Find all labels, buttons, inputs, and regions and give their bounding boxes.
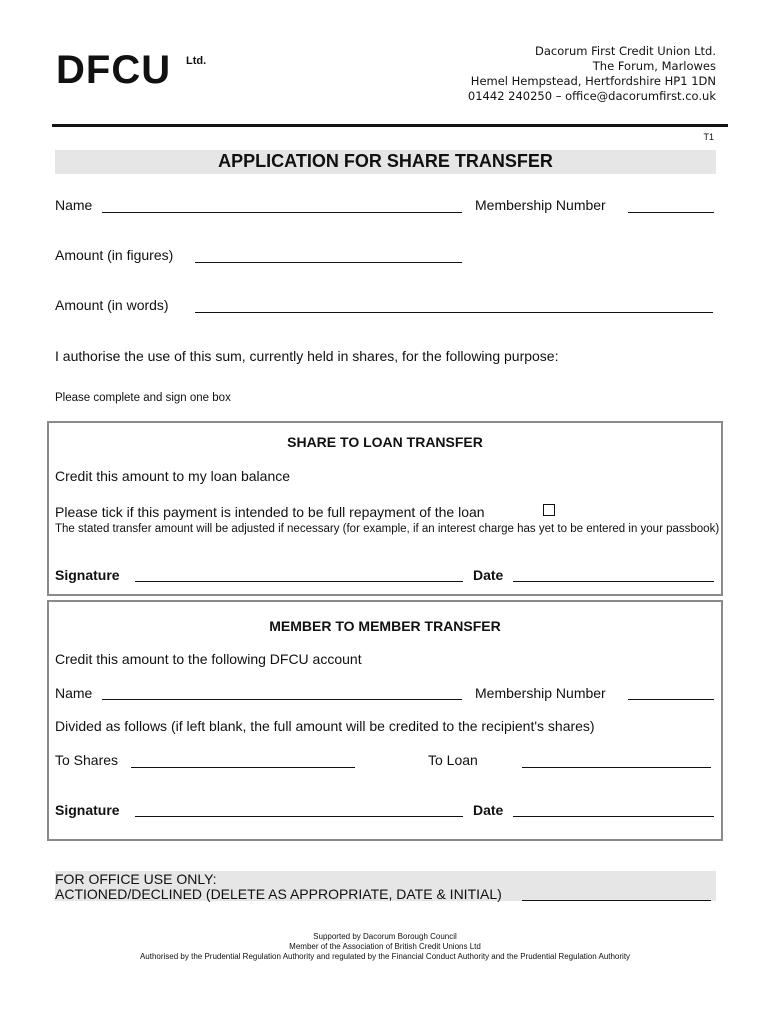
- to-shares-label: To Shares: [55, 752, 119, 768]
- amount-figures-label: Amount (in figures): [55, 247, 174, 263]
- loan-signature-field[interactable]: [135, 581, 463, 582]
- authorise-text: I authorise the use of this sum, currently held in shares, for the following purpose:: [55, 348, 559, 364]
- office-use-field[interactable]: [522, 900, 711, 901]
- address-line: Hemel Hempstead, Hertfordshire HP1 1DN: [470, 74, 716, 88]
- amount-words-label: Amount (in words): [55, 297, 169, 313]
- member-date-field[interactable]: [513, 816, 714, 817]
- member-signature-label: Signature: [55, 802, 120, 818]
- address-line: The Forum, Marlowes: [592, 59, 716, 73]
- recipient-name-field[interactable]: [102, 699, 462, 700]
- loan-date-label: Date: [473, 567, 504, 583]
- member-date-label: Date: [473, 802, 504, 818]
- office-use-title: FOR OFFICE USE ONLY:: [55, 871, 217, 887]
- address-line: 01442 240250 – office@dacorumfirst.co.uk: [467, 89, 716, 103]
- form-ref: T1: [703, 132, 714, 142]
- to-shares-field[interactable]: [131, 767, 355, 768]
- account-credit-text: Credit this amount to the following DFCU account: [55, 651, 362, 667]
- header-divider: [52, 124, 728, 127]
- share-to-loan-title: SHARE TO LOAN TRANSFER: [287, 434, 483, 450]
- to-loan-label: To Loan: [428, 752, 478, 768]
- office-use-text: ACTIONED/DECLINED (DELETE AS APPROPRIATE, DATE & INITIAL): [55, 886, 502, 902]
- loan-signature-label: Signature: [55, 567, 120, 583]
- footer-line: Member of the Association of British Credit Unions Ltd: [289, 942, 481, 951]
- amount-figures-field[interactable]: [195, 262, 462, 263]
- membership-number-label: Membership Number: [475, 197, 606, 213]
- membership-number-field[interactable]: [628, 212, 714, 213]
- form-title: APPLICATION FOR SHARE TRANSFER: [218, 151, 553, 171]
- footer-line: Authorised by the Prudential Regulation Authority and regulated by the Financial Conduct Authority and the Prudential Regulation Authority: [139, 952, 631, 961]
- to-loan-field[interactable]: [522, 767, 711, 768]
- member-to-member-title: MEMBER TO MEMBER TRANSFER: [269, 618, 501, 634]
- recipient-membership-label: Membership Number: [475, 685, 606, 701]
- logo-suffix: Ltd.: [186, 55, 207, 67]
- divided-text: Divided as follows (if left blank, the full amount will be credited to the recipient's shares): [55, 718, 595, 734]
- name-field[interactable]: [102, 212, 462, 213]
- logo: DFCU: [56, 48, 172, 92]
- name-label: Name: [55, 197, 93, 213]
- address-line: Dacorum First Credit Union Ltd.: [535, 44, 716, 58]
- loan-credit-text: Credit this amount to my loan balance: [55, 468, 291, 484]
- recipient-membership-field[interactable]: [628, 699, 714, 700]
- address-block: [468, 44, 716, 104]
- footer-line: Supported by Dacorum Borough Council: [313, 932, 457, 941]
- amount-words-field[interactable]: [195, 312, 713, 313]
- instruction-text: Please complete and sign one box: [55, 392, 231, 404]
- full-repayment-checkbox[interactable]: [543, 504, 555, 516]
- loan-date-field[interactable]: [513, 581, 714, 582]
- full-repayment-text: Please tick if this payment is intended to be full repayment of the loan: [55, 504, 485, 520]
- member-signature-field[interactable]: [135, 816, 463, 817]
- recipient-name-label: Name: [55, 685, 93, 701]
- adjustment-note: The stated transfer amount will be adjusted if necessary (for example, if an interest charge has yet to be entered in your passbook): [55, 523, 720, 535]
